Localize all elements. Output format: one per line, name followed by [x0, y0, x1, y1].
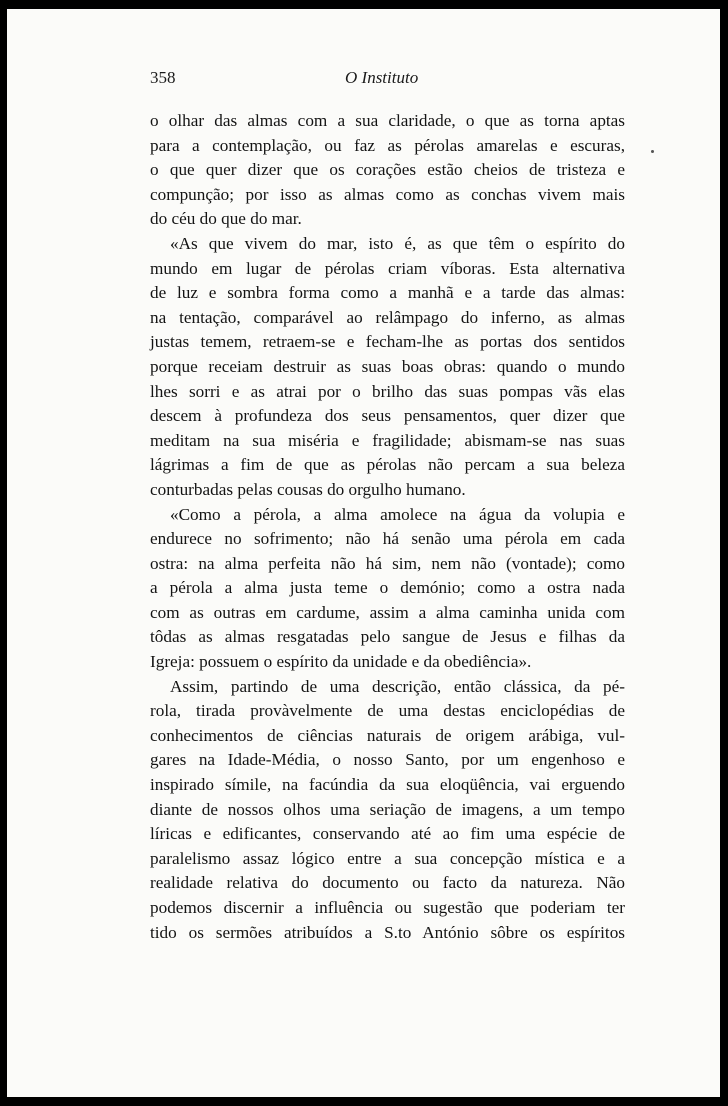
- text-line: podemos discernir a influência ou sugestão que poderiam ter: [150, 898, 625, 917]
- running-title: O Instituto: [345, 68, 419, 87]
- text-line: meditam na sua miséria e fragilidade; abismam-se nas suas: [150, 430, 625, 450]
- text-line: na tentação, comparável ao relâmpago do inferno, as almas: [150, 307, 625, 327]
- text-line: conturbadas pelas cousas do orgulho humano.: [150, 479, 466, 499]
- page-header: [150, 68, 625, 90]
- text-line: descem à profundeza dos seus pensamentos, quer dizer que: [150, 406, 625, 426]
- text-line: tido os sermões atribuídos a S.to António sôbre os espíritos: [150, 922, 625, 942]
- body-text: [150, 109, 625, 945]
- paragraph: [150, 232, 625, 503]
- text-line: com as outras em cardume, assim a alma caminha unida com: [150, 602, 625, 622]
- text-line: tôdas as almas resgatadas pelo sangue de Jesus e filhas da: [150, 627, 625, 647]
- paragraph: [150, 675, 625, 946]
- text-line: ostra: na alma perfeita não há sim, nem não (vontade); como: [150, 553, 625, 573]
- text-line: o olhar das almas com a sua claridade, o que as torna aptas: [150, 111, 625, 130]
- text-line: para a contemplação, ou faz as pérolas amarelas e escuras,: [150, 135, 625, 155]
- text-line: lhes sorri e as atrai por o brilho das suas pompas vãs elas: [150, 381, 625, 401]
- text-line: Assim, partindo de uma descrição, então clássica, da pé-: [170, 676, 625, 696]
- text-line: gares na Idade-Média, o nosso Santo, por um engenhoso e: [150, 750, 625, 770]
- paragraph: [150, 109, 625, 232]
- text-line: justas temem, retraem-se e fecham-lhe as portas dos sentidos: [150, 332, 625, 352]
- dust-speck: [651, 150, 654, 153]
- text-line: compunção; por isso as almas como as conchas vivem mais: [150, 184, 625, 204]
- page-number: 358: [150, 68, 176, 87]
- text-line: lágrimas a fim de que as pérolas não percam a sua beleza: [150, 455, 625, 475]
- paragraph: [150, 503, 625, 675]
- text-line: o que quer dizer que os corações estão cheios de tristeza e: [150, 160, 625, 180]
- text-line: inspirado símile, na facúndia da sua eloqüência, vai erguendo: [150, 775, 625, 795]
- text-line: do céu do que do mar.: [150, 209, 302, 229]
- text-line: rola, tirada provàvelmente de uma destas enciclopédias de: [150, 701, 625, 721]
- text-line: de luz e sombra forma como a manhã e a tarde das almas:: [150, 283, 625, 303]
- text-line: porque receiam destruir as suas boas obras: quando o mundo: [150, 356, 625, 376]
- text-line: endurece no sofrimento; não há senão uma pérola em cada: [150, 529, 625, 549]
- scan-border: [0, 0, 728, 9]
- text-line: mundo em lugar de pérolas criam víboras. Esta alternativa: [150, 258, 625, 278]
- text-line: «Como a pérola, a alma amolece na água da volupia e: [170, 504, 625, 524]
- text-line: Igreja: possuem o espírito da unidade e da obediência».: [150, 652, 532, 672]
- text-line: diante de nossos olhos uma seriação de imagens, a um tempo: [150, 799, 625, 819]
- text-line: conhecimentos de ciências naturais de origem arábiga, vul-: [150, 725, 625, 745]
- text-line: paralelismo assaz lógico entre a sua concepção mística e a: [150, 848, 625, 868]
- text-line: realidade relativa do documento ou facto da natureza. Não: [150, 873, 625, 893]
- text-line: «As que vivem do mar, isto é, as que têm o espírito do: [170, 233, 625, 253]
- text-line: a pérola a alma justa teme o demónio; como a ostra nada: [150, 578, 625, 598]
- text-line: líricas e edificantes, conservando até ao fim uma espécie de: [150, 824, 625, 844]
